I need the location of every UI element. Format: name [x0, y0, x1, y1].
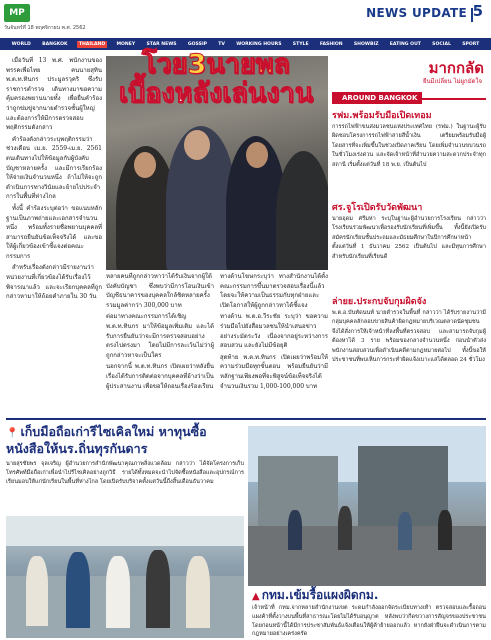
main-story-column-2 [220, 272, 328, 412]
around-bangkok-label: AROUND BANGKOK [332, 92, 422, 104]
section-rule [422, 98, 486, 100]
brief-2 [332, 202, 486, 262]
nav-working-hours[interactable]: WORKING HOURS [236, 41, 282, 47]
paragraph: ทางด้าน พ.ต.อ.วีระชัย ระบุว่า ขอความร่วมมือไปยังสื่อมวลชนให้นำเสนอข่าวอย่างระมัดระวัง เนื่องจากอยู่ระหว่างการสอบสวน และยังไม่มีข้อยุติ [220, 313, 328, 350]
story-vendor-headline [252, 588, 486, 604]
brief-2-body: นายอุดม ศรีมหา ระบุในฐานะผู้อำนวยการโรงเรียน กล่าวว่า โรงเรียนร่วมพัฒนาเพื่อรองรับนักเรียนที่เพิ่มขึ้น ทั้งนี้ยังเปิดรับสมัครนักเรียนชั้นประถมและมัธยมศึกษาในปีการศึกษาหน้า ตั้งแต่วันที่ 1 ธันวาคม 2562 เป็นต้นไป และมีทุนการศึกษาสำหรับนักเรียนที่เรียนดี [332, 216, 486, 260]
brief-2-headline: ศร.จูโรเปิดรับวัดพัฒนา [332, 203, 423, 213]
story-recycle-headline [6, 424, 244, 456]
main-story-mid-columns [106, 272, 328, 412]
brief-1-body: การรถไฟฟ้าขนส่งมวลชนแห่งประเทศไทย (รฟม.) ในฐานะผู้รับผิดชอบโครงการรถไฟฟ้าสายสีน้ำเงิน เตรียมพร้อมรับมือผู้โดยสารที่จะเพิ่มขึ้นในช่วงเปิดภาคเรียน โดยเพิ่มจำนวนขบวนรถในชั่วโมงเร่งด่วน และจัดเจ้าหน้าที่อำนวยความสะดวกประจำทุกสถานี เริ่มตั้งแต่วันที่ 18 พ.ย. เป็นต้นไป [332, 124, 486, 168]
triangle-bullet-icon: ▲ [252, 591, 260, 602]
paragraph: นอกจากนี้ พ.ต.ท.ทินกร เปิดเผยว่าหลังยื่นเรื่องได้รับการติดต่อจากบุคคลที่อ้างว่าเป็นผู้ประสานงาน เพื่อขอให้ถอนเรื่องร้องเรียน [106, 363, 214, 390]
brief-1 [332, 110, 486, 170]
brief-3-headline: ล่ายย.ประกบจับกุมผิดจัง [332, 297, 427, 307]
story-vendor-body: เจ้าหน้าที่ กทม.จากหลายสำนักงานเขต ระดมกำลังออกจัดระเบียบทางเท้า ตรวจสอบและรื้อถอนแผงค้าที่ตั้งวางบนพื้นที่สาธารณะโดยไม่ได้รับอนุญาต หลังพบว่ากีดขวางการสัญจรของประชาชน โดยก่อนหน้านี้ได้มีการประชาสัมพันธ์แจ้งเตือนให้ผู้ค้าย้ายออกแล้ว หากยังฝ่าฝืนจะดำเนินการตามกฎหมายอย่างเคร่งครัด [252, 605, 486, 638]
nav-social[interactable]: SOCIAL [432, 41, 451, 47]
paragraph: คำร้องดังกล่าวระบุพฤติกรรมว่าช่วงเดือน เม.ย. 2559-เม.ย. 2561 ตนเดินทางไปให้ข้อมูลกับผู้บังคับบัญชาหลายครั้ง และมีการเรียกร้องให้จ่ายเงินจำนวนหนึ่ง ถ้าไม่ให้จะถูกดำเนินการทางวินัยและย้ายไปประจำการในพื้นที่ห่างไกล [6, 135, 102, 201]
promo-banner [332, 56, 486, 94]
dateline: วันจันทร์ที่ 18 พฤศจิกายน พ.ศ. 2562 [4, 25, 86, 31]
right-column [332, 50, 486, 414]
nav-world[interactable]: WORLD [11, 41, 31, 47]
paragraph: เมื่อวันที่ 13 พ.ศ. พนักงานของพรรคเพื่อไทย คนนายสุทิน พ.ต.ท.ทินกร ประมูลรวุคริ ซึ่งรับราชการตำรวจ เดินทางมาขอความคุ้มครองพยานนายทั้ง เพื่อยื่นคำร้องว่าถูกข่มขู่จากนายตำรวจชั้นผู้ใหญ่ และต้องการให้มีการตรวจสอบพฤติกรรมดังกล่าว [6, 57, 102, 132]
nav-star-news[interactable]: STAR NEWS [146, 41, 177, 47]
promo-title: มากกลัด [429, 56, 484, 80]
paragraph: หลายคนที่ถูกกล่าวหาว่าได้รับเงินจากผู้ใต้บังคับบัญชา ซึ่งพบว่ามีการโอนเงินเข้าบัญชีธนาคารของบุคคลใกล้ชิดหลายครั้ง รวมมูลค่ากว่า 300,000 บาท [106, 273, 214, 309]
promo-subtitle: ยืนมีเปลี่ยน ไม่ผูกมัดใจ [422, 78, 482, 85]
brief-3-body: พ.ต.อ.บันทัดนนท์ นายตำรวจในพื้นที่ กล่าวว่า ได้รับรายงานว่ามีกลุ่มบุคคลลักลอบขายสินค้าผิดกฎหมายบริเวณตลาดนัดชุมชน จึงได้สั่งการให้เจ้าหน้าที่ลงพื้นที่ตรวจสอบ และสามารถจับกุมผู้ต้องหาได้ 3 ราย พร้อมของกลางจำนวนหนึ่ง ก่อนนำตัวส่งพนักงานสอบสวนเพื่อดำเนินคดีตามกฎหมายต่อไป ทั้งนี้ขอให้ประชาชนที่พบเห็นการกระทำผิดแจ้งเบาะแสได้ตลอด 24 ชั่วโมง [332, 310, 486, 364]
section-title: NEWS UPDATE [366, 6, 467, 20]
pin-icon: 📍 [6, 428, 19, 439]
paragraph: สุดท้าย พ.ต.ท.ทินกร เปิดเผยว่าพร้อมให้ความร่วมมือทุกขั้นตอน พร้อมยืนยันว่ามีหลักฐานเพียงพอที่จะพิสูจน์ข้อเท็จจริงได้ จำนวนเงินรวม 1,000-100,000 บาท [220, 353, 328, 390]
brief-1-headline: รฟม.พร้อมรับมือเปิดเทอม [332, 111, 432, 121]
paragraph: สำหรับเรื่องดังกล่าวมีรายงานว่าหน่วยงานที่เกี่ยวข้องได้รับเรื่องไว้พิจารณาแล้ว และจะเรียกบุคคลที่ถูกกล่าวหามาให้ถ้อยคำภายใน 30 วัน [6, 264, 102, 301]
paragraph: ทางด้านโฆษกระบุว่า ทางสำนักงานได้ตั้งคณะกรรมการขึ้นมาตรวจสอบเรื่องนี้แล้ว โดยจะให้ความเป็นธรรมกับทุกฝ่ายและเปิดโอกาสให้ผู้ถูกกล่าวหาได้ชี้แจง [220, 273, 328, 309]
main-story-left-column [6, 56, 102, 411]
main-story-column-1 [106, 272, 214, 412]
nav-fashion[interactable]: FASHION [319, 41, 343, 47]
sidewalk-photo [248, 426, 486, 586]
bottom-stories [6, 418, 486, 638]
nav-gossip[interactable]: GOSSIP [187, 41, 208, 47]
nav-bangkok[interactable]: BANGKOK [42, 41, 68, 47]
nav-tv[interactable]: TV [218, 41, 225, 47]
story-vendor-headline-text: กทม.เข้มรื้อแผงผิดกม. [261, 588, 379, 602]
nav-money[interactable]: MONEY [116, 41, 136, 47]
page-number: 5 [472, 2, 483, 20]
nav-thailand[interactable]: THAILAND [78, 41, 106, 47]
paragraph: ทั้งนี้ คำร้องระบุต่อว่า ขอแนบหลักฐานเป็นภาพถ่ายและเอกสารจำนวนหนึ่ง พร้อมทั้งรายชื่อพยานบุคคลที่สามารถยืนยันข้อเท็จจริงได้ และขอให้ผู้เกี่ยวข้องเข้าชี้แจงต่อคณะกรรมการ [6, 204, 102, 260]
nav-showbiz[interactable]: SHOWBIZ [353, 41, 379, 47]
story-recycle-body: นายสุรชัยพร จุลเจริญ ผู้อำนวยการสำนักพัฒนาคุณภาพสิ่งแวดล้อม กล่าวว่า ได้จัดโครงการเก็บโทรศัพท์มือถือเก่าเพื่อนำไปรีไซเคิลอย่างถูกวิธี รายได้ทั้งหมดจะนำไปจัดซื้อหนังสือและอุปกรณ์การเรียนมอบให้แก่นักเรียนในพื้นที่ห่างไกล โดยเปิดรับบริจาคตั้งแต่วันนี้ถึงสิ้นเดือนธันวาคม [6, 461, 244, 485]
main-headline-line1: โวย3นายพล [141, 49, 291, 80]
main-headline-line2: เบื้องหลังเล่นงาน [118, 78, 314, 109]
publication-logo: MP [4, 4, 30, 22]
paragraph: ต่อมาทางคณะกรรมการได้เชิญพ.ต.ท.ทินกร มาให้ข้อมูลเพิ่มเติม และได้รับการยืนยันว่าจะมีการตรวจสอบอย่างตรงไปตรงมา โดยไม่มีการละเว้นไม่ว่าผู้ถูกกล่าวหาจะเป็นใคร [106, 313, 214, 359]
story-recycle-headline-text: เก็บมือถือเก่ารีไซเคิลใหม่ หาทุนซื้อหนังสือให้นร.ถิ่นทุรกันดาร [6, 424, 207, 456]
nav-style[interactable]: STYLE [292, 41, 309, 47]
recycle-photo [6, 516, 244, 638]
main-headline [104, 50, 328, 108]
brief-3 [332, 296, 486, 365]
nav-eating-out[interactable]: EATING OUT [389, 41, 421, 47]
nav-sport[interactable]: SPORT [462, 41, 480, 47]
